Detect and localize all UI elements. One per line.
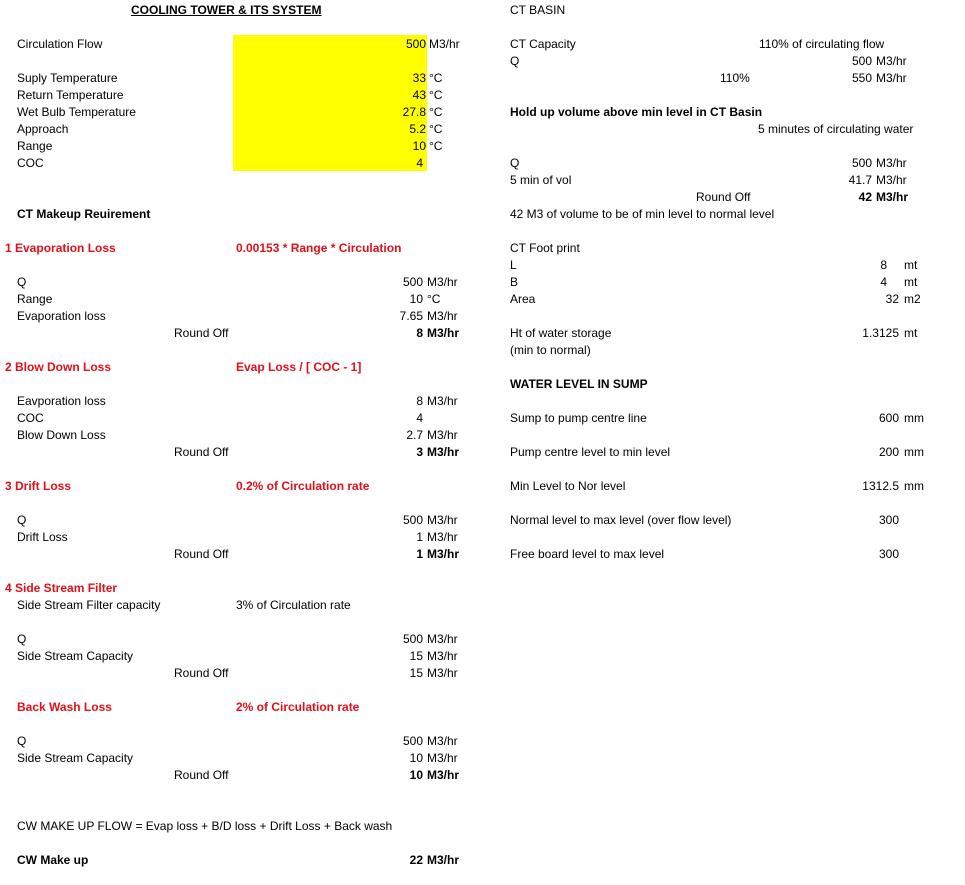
holdup-title: Hold up volume above min level in CT Basin <box>510 105 763 119</box>
sidestream-cap-label: Side Stream Capacity <box>17 649 134 663</box>
sump-row-1-value: 600 <box>878 411 899 425</box>
input-unit-supply-temperature: °C <box>429 71 443 85</box>
sump-row-4-value: 300 <box>878 513 899 527</box>
drift-formula: 0.2% of Circulation rate <box>236 479 370 493</box>
makeup-heading: CT Makeup Reuirement <box>17 207 151 221</box>
holdup-vol-value: 41.7 <box>848 173 872 187</box>
input-value-circulation-flow[interactable]: 500 <box>405 37 426 51</box>
holdup-q-unit: M3/hr <box>876 156 907 170</box>
blowdown-coc-label: COC <box>17 411 44 425</box>
blowdown-title: 2 Blow Down Loss <box>5 360 112 374</box>
drift-q-unit: M3/hr <box>427 513 458 527</box>
evaporation-q-value: 500 <box>402 275 423 289</box>
backwash-roundoff-unit: M3/hr <box>427 768 460 782</box>
evaporation-roundoff-value: 8 <box>416 326 423 340</box>
input-label-coc: COC <box>17 156 44 170</box>
sidestream-roundoff-unit: M3/hr <box>427 666 458 680</box>
sidestream-q-label: Q <box>17 632 27 646</box>
backwash-q-label: Q <box>17 734 27 748</box>
blowdown-loss-value: 2.7 <box>406 428 423 442</box>
holdup-roundoff-unit: M3/hr <box>876 190 909 204</box>
blowdown-loss-unit: M3/hr <box>427 428 458 442</box>
evaporation-range-label: Range <box>17 292 53 306</box>
cw-makeup-unit: M3/hr <box>427 853 460 867</box>
input-unit-circulation-flow: M3/hr <box>429 37 460 51</box>
footprint-area-value: 32 <box>885 292 899 306</box>
backwash-title: Back Wash Loss <box>17 700 112 714</box>
evaporation-roundoff-label: Round Off <box>174 326 229 340</box>
ht-water-sub: (min to normal) <box>510 343 591 357</box>
drift-loss-value: 1 <box>416 530 423 544</box>
sidestream-capacity-label: Side Stream Filter capacity <box>17 598 161 612</box>
footprint-b-value: 4 <box>880 275 887 289</box>
drift-q-value: 500 <box>402 513 423 527</box>
blowdown-evap-unit: M3/hr <box>427 394 458 408</box>
footprint-b-label: B <box>510 275 519 289</box>
blowdown-formula: Evap Loss / [ COC - 1] <box>236 360 362 374</box>
backwash-roundoff-label: Round Off <box>174 768 229 782</box>
blowdown-roundoff-label: Round Off <box>174 445 229 459</box>
basin-capacity-text: 110% of circulating flow <box>759 37 885 51</box>
basin-q-label: Q <box>510 54 520 68</box>
input-unit-return-temperature: °C <box>429 88 443 102</box>
backwash-q-value: 500 <box>402 734 423 748</box>
input-value-supply-temperature[interactable]: 33 <box>412 71 426 85</box>
footprint-area-unit: m2 <box>904 292 921 306</box>
sidestream-roundoff-label: Round Off <box>174 666 229 680</box>
basin-title: CT BASIN <box>510 3 566 17</box>
input-label-range: Range <box>17 139 53 153</box>
footprint-title: CT Foot print <box>510 241 580 255</box>
sump-row-3-unit: mm <box>904 479 924 493</box>
blowdown-coc-value: 4 <box>416 411 423 425</box>
drift-q-label: Q <box>17 513 27 527</box>
backwash-cap-unit: M3/hr <box>427 751 458 765</box>
evaporation-title: 1 Evaporation Loss <box>5 241 116 255</box>
sump-row-2-label: Pump centre level to min level <box>510 445 671 459</box>
sump-row-3-value: 1312.5 <box>862 479 899 493</box>
cw-makeup-formula: CW MAKE UP FLOW = Evap loss + B/D loss + Drift Loss + Back wash <box>17 819 393 833</box>
ht-water-label: Ht of water storage <box>510 326 612 340</box>
basin-pct-unit: M3/hr <box>876 71 907 85</box>
basin-capacity-label: CT Capacity <box>510 37 576 51</box>
drift-roundoff-label: Round Off <box>174 547 229 561</box>
sump-row-3-label: Min Level to Nor level <box>510 479 626 493</box>
drift-roundoff-value: 1 <box>416 547 423 561</box>
basin-pct-value: 550 <box>851 71 872 85</box>
sump-row-4-label: Normal level to max level (over flow level) <box>510 513 732 527</box>
drift-loss-label: Drift Loss <box>17 530 68 544</box>
ht-water-unit: mt <box>904 326 918 340</box>
backwash-formula: 2% of Circulation rate <box>236 700 360 714</box>
input-label-supply-temperature: Suply Temperature <box>17 71 118 85</box>
evaporation-q-label: Q <box>17 275 27 289</box>
ht-water-value: 1.3125 <box>862 326 899 340</box>
sidestream-title: 4 Side Stream Filter <box>5 581 118 595</box>
sump-row-2-unit: mm <box>904 445 924 459</box>
cw-makeup-value: 22 <box>409 853 423 867</box>
holdup-roundoff-label: Round Off <box>696 190 751 204</box>
drift-loss-unit: M3/hr <box>427 530 458 544</box>
backwash-cap-value: 10 <box>409 751 423 765</box>
input-value-return-temperature[interactable]: 43 <box>412 88 426 102</box>
blowdown-roundoff-unit: M3/hr <box>427 445 460 459</box>
basin-q-value: 500 <box>851 54 872 68</box>
blowdown-loss-label: Blow Down Loss <box>17 428 106 442</box>
holdup-q-value: 500 <box>851 156 872 170</box>
sidestream-capacity-value: 3% of Circulation rate <box>236 598 351 612</box>
footprint-area-label: Area <box>510 292 536 306</box>
footprint-l-label: L <box>510 258 517 272</box>
input-label-wet-bulb: Wet Bulb Temperature <box>17 105 136 119</box>
evaporation-q-unit: M3/hr <box>427 275 458 289</box>
sidestream-q-unit: M3/hr <box>427 632 458 646</box>
sidestream-cap-unit: M3/hr <box>427 649 458 663</box>
blowdown-evap-value: 8 <box>416 394 423 408</box>
drift-roundoff-unit: M3/hr <box>427 547 460 561</box>
evaporation-loss-unit: M3/hr <box>427 309 458 323</box>
basin-q-unit: M3/hr <box>876 54 907 68</box>
input-label-approach: Approach <box>17 122 69 136</box>
sidestream-q-value: 500 <box>402 632 423 646</box>
evaporation-range-unit: °C <box>427 292 441 306</box>
input-unit-range: °C <box>429 139 443 153</box>
holdup-vol-note: 42 M3 of volume to be of min level to normal level <box>510 207 775 221</box>
input-value-approach[interactable]: 5.2 <box>409 122 426 136</box>
cw-makeup-label: CW Make up <box>17 853 89 867</box>
input-value-coc[interactable]: 4 <box>416 156 423 170</box>
sump-row-5-label: Free board level to max level <box>510 547 665 561</box>
holdup-text: 5 minutes of circulating water <box>758 122 914 136</box>
evaporation-range-value: 10 <box>409 292 423 306</box>
sump-title: WATER LEVEL IN SUMP <box>510 377 648 391</box>
holdup-roundoff-value: 42 <box>858 190 872 204</box>
drift-title: 3 Drift Loss <box>5 479 72 493</box>
holdup-vol-label: 5 min of vol <box>510 173 572 187</box>
input-unit-approach: °C <box>429 122 443 136</box>
sump-row-1-label: Sump to pump centre line <box>510 411 647 425</box>
evaporation-loss-value: 7.65 <box>399 309 423 323</box>
blowdown-evap-label: Eavporation loss <box>17 394 106 408</box>
sidestream-cap-value: 15 <box>409 649 423 663</box>
backwash-q-unit: M3/hr <box>427 734 458 748</box>
input-label-return-temperature: Return Temperature <box>17 88 124 102</box>
footprint-l-unit: mt <box>904 258 918 272</box>
basin-pct: 110% <box>720 71 750 85</box>
footprint-l-value: 8 <box>880 258 887 272</box>
input-value-wet-bulb[interactable]: 27.8 <box>402 105 426 119</box>
input-value-range[interactable]: 10 <box>412 139 426 153</box>
holdup-vol-unit: M3/hr <box>876 173 907 187</box>
footprint-b-unit: mt <box>904 275 918 289</box>
sidestream-roundoff-value: 15 <box>409 666 423 680</box>
sump-row-2-value: 200 <box>878 445 899 459</box>
input-label-circulation-flow: Circulation Flow <box>17 37 103 51</box>
evaporation-formula: 0.00153 * Range * Circulation <box>236 241 402 255</box>
sump-row-1-unit: mm <box>904 411 924 425</box>
backwash-roundoff-value: 10 <box>409 768 423 782</box>
blowdown-roundoff-value: 3 <box>416 445 423 459</box>
evaporation-roundoff-unit: M3/hr <box>427 326 460 340</box>
evaporation-loss-label: Evaporation loss <box>17 309 106 323</box>
holdup-q-label: Q <box>510 156 520 170</box>
page-title: COOLING TOWER & ITS SYSTEM <box>131 3 322 17</box>
sump-row-5-value: 300 <box>878 547 899 561</box>
input-unit-wet-bulb: °C <box>429 105 443 119</box>
backwash-cap-label: Side Stream Capacity <box>17 751 134 765</box>
